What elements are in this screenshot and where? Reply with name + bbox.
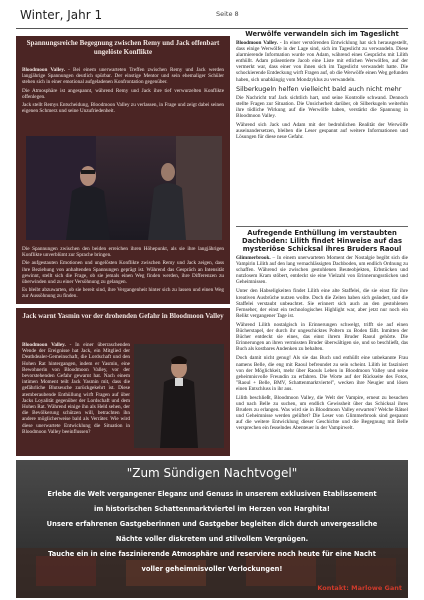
ad-line: im historischen Schattenmarktviertel im Herzen von Harghita! [94,505,330,513]
article-paragraph: Lilith beschließt, Bloodmoon Valley, die Welt der Vampire, erneut zu besuchen und nach Belle zu suchen, um endlich Gewissheit über das Schicksal ihres Bruders zu erlangen. Was wird sie in Bloodmoon Valley erwarten? Welche Rätsel und Geheimnisse werden gelüftet? Die Leser von Glimmerbrook sind gespannt auf die weitere Entwicklung dieser Geschichte und die Begegnung mit Belle versprechen ein fesselndes Abenteuer in der Vampirwelt. [236,394,408,432]
article-paragraph: Die aufgestauten Emotionen und ungelösten Konflikte zwischen Remy und Jack zeigen, dass ihre Beziehung von anhaltenden Spannungen geprägt ist. Während das Gespräch an Intensität gewinnt, stellt sich die Frage, ob sie jemals einen Weg finden werden, ihre Differenzen zu überwinden und zu einer Versöhnung zu gelangen. [22,260,224,286]
article-paragraph: Jack stellt Remys Entscheidung, Bloodmoon Valley zu verlassen, in Frage und zeigt dabei seinen eigenen Schmerz und seine Unzufriedenheit. [22,102,224,115]
article-paragraph: Es bleibt abzuwarten, ob sie bereit sind, ihre Vergangenheit hinter sich zu lassen und einen Weg zur Aussöhnung zu finden. [22,287,224,300]
page-number: Seite 8 [216,10,239,18]
article-photo [134,344,224,448]
article-photo [26,136,222,240]
article-paragraph: Während sich Jack und Adam mit der bedrohlichen Realität der Werwölfe auseinandersetzen, bleiben die Leser gespannt auf weitere Informationen und Lösungen für diese neue Gefahr. [236,122,408,141]
article-paragraph: Während Lilith nostalgisch in Erinnerungen schwelgt, trifft sie auf einen Bücherstapel, der durch ihr ungeschicktes Poltern zu Boden fällt. Inmitten der Bücher entdeckt sie eines, das einst ihrem Bruder Raoul gehörte. Die Erinnerungen an ihren vermissten Bruder überwältigen sie, und so beschließt, das Buch als kostbares Andenken zu behalten. [236,321,408,353]
article-title: Spannungsreiche Begegnung zwischen Remy und Jack offenbart ungelöste Konflikte [26,39,220,56]
article-paragraph: Bloodmoon Valley. - Bei einem unerwarteten Treffen zwischen Remy und Jack werden langjährige Spannungen deutlich spürbar. Der einstige Mentor und sein ehemaliger Schüler stehen sich in einer emotional aufgeladenen Konfrontation gegenüber. [22,67,224,86]
article-paragraph: Bloodmoon Valley. - In einer überraschenden Wende der Ereignisse hat Jack, ein Mitglied der Deathdealer-Gemeinschaft, die Lordschaft und den Hohen Rat hintergangen, indem er Yasmin, eine Bewohnerin von Bloodmoon Valley, vor der bevorstehenden Gefahr gewarnt hat. Nach einem intimen Moment teilt Jack Yasmin mit, dass die gefährliche Blutseuche zurückgekehrt ist. Diese atemberaubende Enthüllung wirft Fragen auf über Jacks Loyalität gegenüber der Lordschaft und dem Hohen Rat. Während einige ihn als Held sehen, der die Bevölkerung schützen will, betrachten ihn andere möglicherweise bald als Verräter. Wie wird diese unerwartete Entwicklung die Situation in Bloodmoon Valley beeinflussen? [22,342,130,435]
article-remy-jack [16,36,230,304]
article-jack-yasmin [16,308,230,456]
advertisement-banner [16,460,408,598]
article-paragraph: Die Spannungen zwischen den beiden erreichen ihren Höhepunkt, als sie ihre langjährigen Konflikte unverblümt zur Sprache bringen. [22,246,224,259]
page-header [16,8,408,30]
ad-line: Erlebe die Welt vergangener Eleganz und Genuss in unserem exklusiven Etablissement [47,490,377,498]
article-title: Jack warnt Yasmin vor der drohenden Gefahr in Bloodmoon Valley [22,312,224,320]
article-subheading: Silberkugeln helfen vielleicht bald auch nicht mehr [236,84,402,93]
article-werwolfe [236,30,408,143]
ad-line: voller geheimnisvoller Verlockungen! [141,565,283,573]
header-rule [16,28,408,29]
ad-line: Tauche ein in eine faszinierende Atmosphäre und reserviere noch heute für eine Nacht [48,550,376,558]
article-paragraph: Bloodmoon Valley. - In einer verstörenden Entwicklung hat sich herausgestellt, dass einige Werwölfe in der Lage sind, sich im Tageslicht zu verwandeln. Diese alarmierende Information wurde von Adam, während eines Gesprächs mit Lilith enthüllt. Adam präsentierte Jacob eine Liste mit etlichen Werwölfen, auf der vermerkt war, dass einer von ihnen sich im Tageslicht verwandelt hatte. Die schockierende Entdeckung wirft Fragen auf, ob die Werwölfe einen Weg gefunden haben, sich unabhängig vom Mondzyklus zu verwandeln. [236,40,408,83]
ad-line: Nächte voller diskretem und stilvollem Vergnügen. [115,535,309,543]
ad-title: "Zum Sündigen Nachtvogel" [126,466,298,480]
issue-title: Winter, Jahr 1 [20,8,103,22]
article-paragraph: Die Atmosphäre ist angespannt, während Remy und Jack ihre tief verwurzelten Konflikte offenlegen. [22,87,224,100]
article-paragraph: Doch damit nicht genug! Als sie das Buch und enthüllt eine unbekannte Frau namens Belle, die eng mit Raoul befreundet zu sein scheint. Lilith ist fasziniert von der Möglichkeit, mehr über Raouls Leben in Bloodmoon Valley und seine geheimnisvolle Freundin zu erfahren. Die Worte auf der Rückseite des Fotos, "Raoul + Belle, BMV, Schattenmarktviertel", wecken ihre Neugier und lösen einen Entschluss in ihr aus. [236,355,408,392]
article-paragraph: Unter den Habseligkeiten findet Lilith eine alte Staffelei, die sie einst für ihre kreativen Ausbrüche nutzen wollte. Doch die Zeiten haben sich geändert, und die Staffelei verstaubt unbeachtet. Sie erinnert sich auch an den gestohlenen Fernseher, der einst ein technologisches Highlight war, aber jetzt nur noch ein Relikt vergangener Tage ist. [236,288,408,319]
ad-background [16,460,408,598]
article-title: Werwölfe verwandeln sich im Tageslicht [245,30,399,38]
ad-line: Unsere erfahrenen Gastgeberinnen und Gastgeber begleiten dich durch unvergessliche [46,520,378,528]
ad-contact: Kontakt: Marlowe Gant [317,584,402,592]
article-paragraph: Die Nachricht traf Jack sichtlich hart, und seine Kontrolle schwand. Dennoch stellte Fragen zur Situation. Die Unsicherheit darüber, ob Silberkugeln weiterhin ihre tödliche Wirkung auf die Werwölfe haben, verstärkt die Spannung in Bloodmoon Valley. [236,94,408,120]
article-title: Aufregende Enthüllung im verstaubten Dachboden: Lilith findet Hinweise auf das mysteriöse Schicksal ihres Bruders Raoul [241,229,403,253]
column-divider [236,226,408,227]
article-paragraph: Glimmerbrook. – In einem unerwarteten Moment der Nostalgie begibt sich die Vampirin Lilith auf den lang vernachlässigten Dachboden, um endlich Ordnung zu schaffen. Während sie zwischen gestohlenen Beuteobjekten, Erbstücken und nutzlosem Kram stöbert, entdeckt sie eine Vielzahl von Erinnerungsstücken und Geheimnissen. [236,255,408,286]
article-lilith [236,229,408,435]
